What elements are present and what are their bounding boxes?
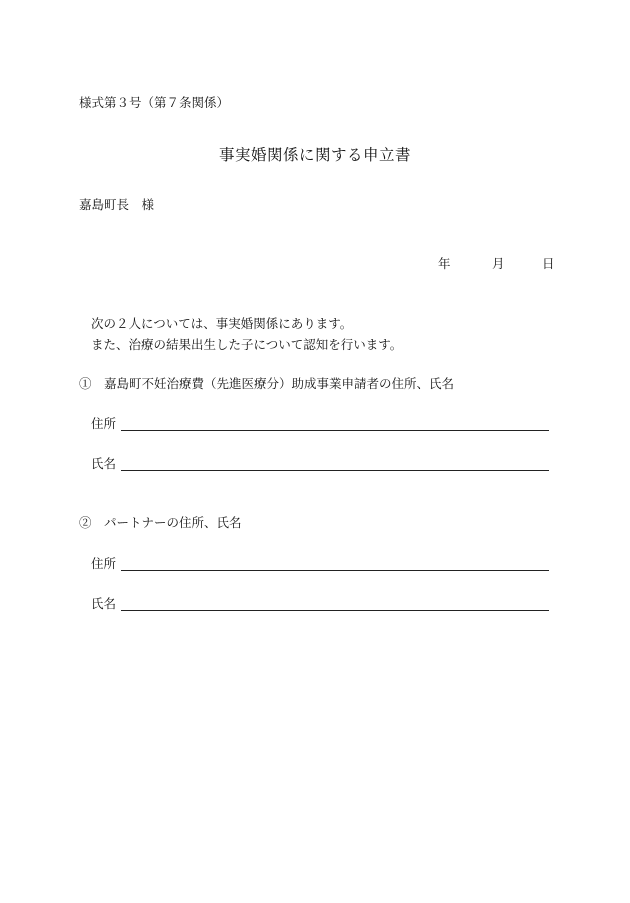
date-day-label: 日 xyxy=(542,256,555,271)
section2-name-label: 氏名 xyxy=(91,596,117,611)
section2-address-field[interactable] xyxy=(121,570,549,571)
statement-line-1: 次の２人については、事実婚関係にあります。 xyxy=(91,316,353,331)
section1-name-label: 氏名 xyxy=(91,456,117,471)
section1-address-label: 住所 xyxy=(91,416,117,431)
section1-name-field[interactable] xyxy=(121,470,549,471)
date-month-label: 月 xyxy=(492,256,505,271)
form-number: 様式第３号（第７条関係） xyxy=(79,95,230,110)
date-year-label: 年 xyxy=(438,256,451,271)
section1-heading: ① 嘉島町不妊治療費（先進医療分）助成事業申請者の住所、氏名 xyxy=(79,376,455,391)
section2-heading: ② パートナーの住所、氏名 xyxy=(79,515,242,530)
date-block xyxy=(438,256,555,272)
section2-address-label: 住所 xyxy=(91,556,117,571)
addressee: 嘉島町長 様 xyxy=(79,197,155,212)
section1-address-field[interactable] xyxy=(121,430,549,431)
statement-line-2: また、治療の結果出生した子について認知を行います。 xyxy=(91,337,403,352)
section2-name-field[interactable] xyxy=(121,610,549,611)
document-title: 事実婚関係に関する申立書 xyxy=(218,146,411,164)
